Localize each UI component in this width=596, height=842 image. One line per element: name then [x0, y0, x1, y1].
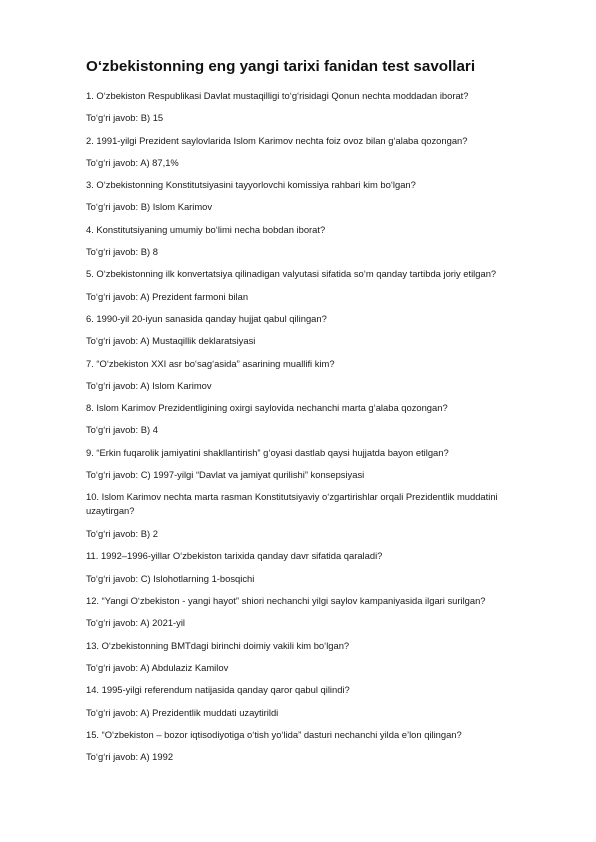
question-item-4 [86, 223, 536, 259]
answer-text: To‘g‘ri javob: A) 1992 [86, 751, 174, 763]
answer-text: To‘g‘ri javob: B) 2 [86, 528, 158, 540]
question-item-8 [86, 401, 536, 437]
question-item-2 [86, 134, 536, 170]
document-title: O‘zbekistonning eng yangi tarixi fanidan test savollari [86, 58, 476, 75]
answer-text: To‘g‘ri javob: C) 1997-yilgi “Davlat va jamiyat qurilishi” konsepsiyasi [86, 469, 365, 481]
question-text: 14. 1995-yilgi referendum natijasida qanday qaror qabul qilindi? [86, 684, 350, 696]
question-item-5 [86, 267, 536, 303]
question-item-10 [86, 490, 536, 540]
question-item-12 [86, 594, 536, 630]
question-text: 13. O‘zbekistonning BMTdagi birinchi doimiy vakili kim bo‘lgan? [86, 639, 350, 651]
question-text: 7. “O‘zbekiston XXI asr bo‘sag‘asida” asarining muallifi kim? [86, 357, 335, 369]
question-item-6 [86, 312, 536, 348]
question-item-1 [86, 89, 536, 125]
answer-text: To‘g‘ri javob: C) Islohotlarning 1-bosqichi [86, 572, 255, 584]
answer-text: To‘g‘ri javob: B) 15 [86, 112, 164, 124]
answer-text: To‘g‘ri javob: A) 2021-yil [86, 617, 186, 629]
question-item-15 [86, 728, 536, 764]
answer-text: To‘g‘ri javob: B) 8 [86, 246, 158, 258]
question-item-11 [86, 549, 536, 585]
answer-text: To‘g‘ri javob: B) Islom Karimov [86, 201, 213, 213]
question-list [86, 89, 536, 764]
question-text: 1. O‘zbekiston Respublikasi Davlat mustaqilligi to‘g‘risidagi Qonun nechta moddadan iborat? [86, 90, 469, 101]
answer-text: To‘g‘ri javob: A) Prezident farmoni bilan [86, 290, 249, 302]
answer-text: To‘g‘ri javob: A) 87,1% [86, 156, 179, 168]
question-item-14 [86, 683, 536, 719]
answer-text: To‘g‘ri javob: B) 4 [86, 424, 158, 436]
question-text: 4. Konstitutsiyaning umumiy bo‘limi necha bobdan iborat? [86, 223, 326, 235]
question-item-3 [86, 178, 536, 214]
question-text: 2. 1991-yilgi Prezident saylovlarida Islom Karimov nechta foiz ovoz bilan g‘alaba qozongan? [86, 134, 468, 146]
answer-text: To‘g‘ri javob: A) Islom Karimov [86, 379, 212, 391]
answer-text: To‘g‘ri javob: A) Prezidentlik muddati uzaytirildi [86, 706, 279, 718]
question-text: 12. “Yangi O‘zbekiston - yangi hayot” shiori nechanchi yilgi saylov kampaniyasida ilgari surilgan? [86, 595, 486, 607]
question-item-7 [86, 357, 536, 393]
question-item-13 [86, 639, 536, 675]
question-item-9 [86, 446, 536, 482]
question-text: 3. O‘zbekistonning Konstitutsiyasini tayyorlovchi komissiya rahbari kim bo‘lgan? [86, 179, 416, 191]
question-text: 15. “O‘zbekiston – bozor iqtisodiyotiga o‘tish yo‘lida” dasturi nechanchi yilda e’lon qilingan? [86, 728, 462, 740]
question-text: 9. “Erkin fuqarolik jamiyatini shakllantirish” g‘oyasi dastlab qaysi hujjatda bayon etilgan? [86, 446, 449, 458]
question-text: 6. 1990-yil 20-iyun sanasida qanday hujjat qabul qilingan? [86, 312, 327, 324]
answer-text: To‘g‘ri javob: A) Abdulaziz Kamilov [86, 661, 229, 673]
question-text: 10. Islom Karimov nechta marta rasman Konstitutsiyaviy o‘zgartirishlar orqali Prezidentlik muddatini uzaytirgan? [86, 491, 498, 517]
question-text: 8. Islom Karimov Prezidentligining oxirgi saylovida nechanchi marta g‘alaba qozongan? [86, 402, 448, 414]
answer-text: To‘g‘ri javob: A) Mustaqillik deklaratsiyasi [86, 335, 256, 347]
document-content [86, 58, 536, 772]
question-text: 5. O‘zbekistonning ilk konvertatsiya qilinadigan valyutasi sifatida so‘m qanday tartibda joriy etilgan? [86, 268, 497, 280]
question-text: 11. 1992–1996-yillar O‘zbekiston tarixida qanday davr sifatida qaraladi? [86, 550, 383, 562]
